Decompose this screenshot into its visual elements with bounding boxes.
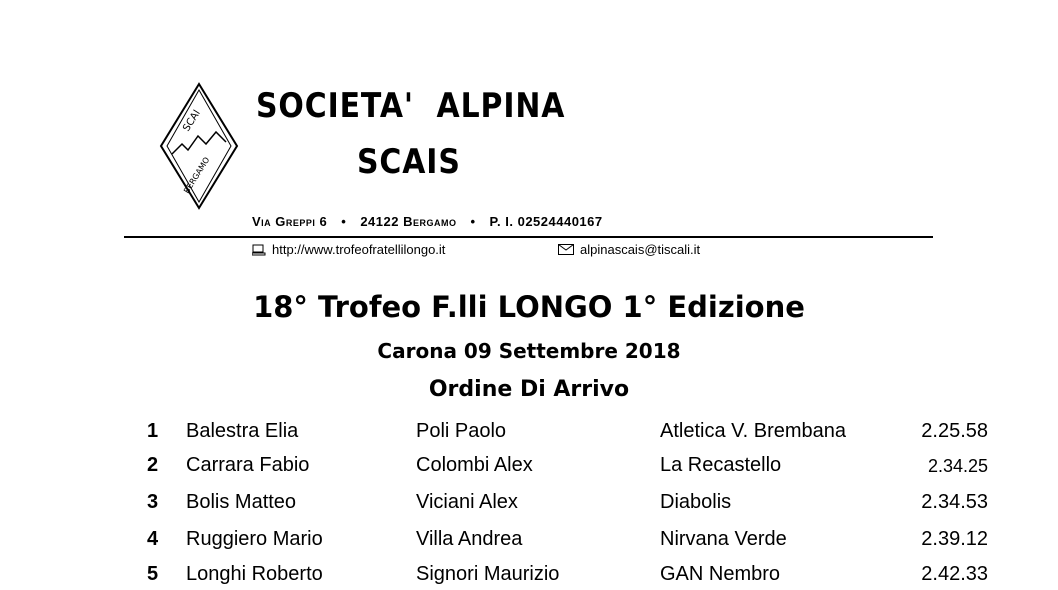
athlete-2: Signori Maurizio — [416, 563, 560, 585]
club-logo — [158, 82, 240, 210]
team: Atletica V. Brembana — [660, 420, 847, 442]
finish-time: 2.42.33 — [921, 563, 988, 585]
vat-number: P. I. 02524440167 — [489, 214, 603, 229]
org-name-line2: SCAIS — [357, 142, 461, 182]
position: 5 — [147, 563, 159, 585]
athlete-1: Carrara Fabio — [186, 454, 310, 476]
email-contact — [558, 242, 700, 257]
computer-icon — [252, 244, 266, 256]
position: 3 — [147, 491, 159, 513]
team: GAN Nembro — [660, 563, 781, 585]
table-row — [0, 560, 1058, 590]
table-row — [0, 488, 1058, 518]
logo-text-top: SCAI — [181, 108, 203, 134]
position: 1 — [147, 420, 159, 442]
table-row — [0, 525, 1058, 555]
address-line — [252, 214, 603, 229]
table-row — [0, 417, 1058, 447]
org-name-line1: SOCIETA' ALPINA — [256, 86, 566, 126]
position: 4 — [147, 528, 159, 550]
athlete-1: Ruggiero Mario — [186, 528, 323, 550]
bullet-separator: • — [341, 214, 347, 229]
finish-time: 2.34.53 — [921, 491, 988, 513]
athlete-1: Balestra Elia — [186, 420, 299, 442]
event-subtitle: Carona 09 Settembre 2018 — [377, 339, 681, 363]
athlete-1: Longhi Roberto — [186, 563, 323, 585]
finish-time: 2.34.25 — [927, 456, 988, 476]
bullet-separator: • — [470, 214, 476, 229]
team: Nirvana Verde — [660, 528, 787, 550]
athlete-2: Villa Andrea — [416, 528, 523, 550]
section-heading: Ordine Di Arrivo — [428, 377, 630, 402]
header-divider — [124, 236, 933, 238]
address-city: 24122 Bergamo — [360, 214, 457, 229]
athlete-2: Poli Paolo — [416, 420, 507, 442]
position: 2 — [147, 454, 159, 476]
finish-time: 2.25.58 — [921, 420, 988, 442]
athlete-1: Bolis Matteo — [186, 491, 297, 513]
team: La Recastello — [660, 454, 782, 476]
envelope-icon — [558, 244, 574, 255]
website-contact — [252, 242, 445, 257]
email-link[interactable]: alpinascais@tiscali.it — [580, 242, 701, 257]
logo-text-bottom: BERGAMO — [182, 155, 212, 196]
athlete-2: Colombi Alex — [416, 454, 533, 476]
finish-time: 2.39.12 — [921, 528, 988, 550]
event-title: 18° Trofeo F.lli LONGO 1° Edizione — [253, 290, 805, 324]
website-link[interactable]: http://www.trofeofratellilongo.it — [272, 242, 446, 257]
table-row — [0, 451, 1058, 481]
team: Diabolis — [660, 491, 732, 513]
address-street: Via Greppi 6 — [252, 214, 328, 229]
athlete-2: Viciani Alex — [416, 491, 518, 513]
